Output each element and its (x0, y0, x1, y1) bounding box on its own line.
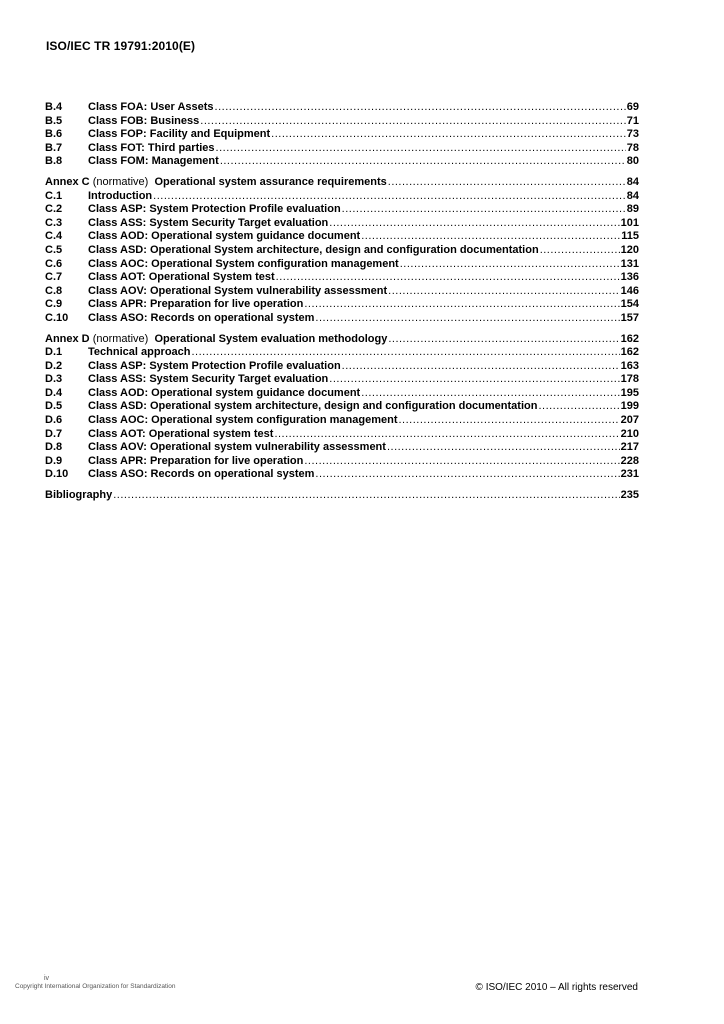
toc-group-d (45, 346, 639, 482)
annex-qualifier: (normative) (92, 175, 149, 188)
annex-name: Operational System evaluation methodology (154, 332, 388, 345)
toc-entry-title: Class AOC: Operational system configuration management (88, 414, 398, 427)
section-gap (45, 482, 639, 489)
annex-prefix: Annex C (45, 175, 90, 188)
annex-qualifier: (normative) (92, 332, 149, 345)
toc-entry-title: Class AOT: Operational System test (88, 271, 275, 284)
toc-leader-dots (216, 142, 626, 156)
annex-prefix: Annex D (45, 332, 90, 345)
toc-leader-dots (304, 298, 619, 312)
toc-entry-page: 115 (621, 230, 639, 243)
toc-entry-title: Class FOA: User Assets (88, 101, 214, 113)
toc-entry[interactable] (45, 414, 639, 428)
toc-entry-title: Class ASP: System Protection Profile evaluation (88, 203, 341, 216)
toc-entry-title: Class ASD: Operational System architecture, design and configuration documentation (88, 243, 539, 256)
toc-entry-page: 195 (620, 386, 639, 399)
toc-entry[interactable] (45, 217, 639, 231)
toc-entry-page: 78 (626, 141, 639, 154)
toc-leader-dots (315, 468, 619, 482)
toc-leader-dots (153, 190, 626, 204)
toc-entry[interactable] (45, 244, 639, 258)
toc-leader-dots (342, 203, 626, 217)
toc-entry-page: 157 (620, 311, 639, 324)
toc-entry[interactable] (45, 298, 639, 312)
toc-entry-title: Class FOP: Facility and Equipment (88, 128, 271, 141)
toc-entry-page: 73 (626, 128, 639, 141)
toc-entry[interactable] (45, 115, 639, 129)
toc-entry-title: Class AOD: Operational system guidance document (88, 230, 361, 243)
toc-entry-page: 131 (620, 257, 639, 270)
toc-entry[interactable] (45, 142, 639, 156)
toc-entry-title: Class ASP: System Protection Profile evaluation (88, 359, 341, 372)
toc-leader-dots (387, 441, 620, 455)
toc-leader-dots (315, 312, 619, 326)
annex-name: Operational system assurance requirements (154, 175, 387, 188)
toc-entry-number: C.6 (45, 257, 63, 270)
toc-entry-page: 217 (620, 441, 639, 454)
toc-entry-page: 178 (620, 373, 639, 386)
toc-leader-dots (342, 360, 620, 374)
toc-group-b (45, 101, 639, 169)
toc-entry-title: Class APR: Preparation for live operation (88, 298, 304, 311)
toc-entry-page: 146 (620, 284, 639, 297)
toc-entry-number: C.1 (45, 189, 63, 202)
toc-entry[interactable] (45, 101, 639, 115)
toc-entry[interactable] (45, 455, 639, 469)
toc-entry-number: C.2 (45, 203, 63, 216)
toc-entry-page: 136 (620, 271, 639, 284)
toc-entry-title: Class FOT: Third parties (88, 141, 215, 154)
toc-entry-page: 154 (620, 298, 639, 311)
toc-entry-title: Class ASO: Records on operational system (88, 311, 315, 324)
toc-entry[interactable] (45, 258, 639, 272)
toc-entry-title: Class AOV: Operational system vulnerability assessment (88, 441, 386, 454)
toc-entry-page: 231 (620, 468, 639, 481)
toc-annex-d-heading[interactable] (45, 333, 639, 347)
toc-entry-page: 71 (626, 114, 639, 127)
toc-entry[interactable] (45, 230, 639, 244)
toc-entry-number: D.7 (45, 427, 63, 440)
toc-entry-number: B.8 (45, 155, 63, 168)
toc-entry[interactable] (45, 128, 639, 142)
toc-entry-page: 207 (620, 414, 639, 427)
toc-entry-page: 80 (626, 155, 639, 168)
toc-entry-title: Introduction (88, 189, 153, 202)
toc-entry[interactable] (45, 285, 639, 299)
toc-leader-dots (388, 333, 619, 347)
toc-leader-dots (540, 244, 620, 258)
toc-leader-dots (220, 155, 626, 169)
toc-entry-title: Class FOB: Business (88, 114, 200, 127)
toc-entry-number: C.5 (45, 243, 63, 256)
toc-entry-title: Class APR: Preparation for live operation (88, 454, 304, 467)
toc-entry-number: D.8 (45, 441, 63, 454)
toc-leader-dots (538, 400, 619, 414)
toc-leader-dots (215, 101, 626, 115)
toc-entry-number: B.5 (45, 114, 63, 127)
toc-entry-number: C.7 (45, 271, 63, 284)
toc-entry-title: Class ASD: Operational system architecture, design and configuration documentation (88, 400, 538, 413)
toc-entry-number: D.4 (45, 386, 63, 399)
footer-copyright-notice (15, 975, 176, 990)
toc-entry-number: D.3 (45, 373, 63, 386)
toc-entry-page: 235 (620, 489, 639, 502)
toc-leader-dots (304, 455, 619, 469)
toc-entry[interactable] (45, 468, 639, 482)
toc-leader-dots (113, 489, 619, 503)
toc-entry-title: Class FOM: Management (88, 155, 219, 168)
toc-entry-number: C.9 (45, 298, 63, 311)
toc-entry-title: Technical approach (88, 346, 191, 359)
toc-leader-dots (400, 258, 620, 272)
annex-title (45, 333, 387, 347)
toc-entry-number: C.4 (45, 230, 63, 243)
toc-entry[interactable] (45, 203, 639, 217)
toc-leader-dots (399, 414, 620, 428)
footer-copyright-left: Copyright International Organization for Standardization (15, 983, 176, 990)
toc-entry[interactable] (45, 155, 639, 169)
toc-entry-page: 162 (620, 346, 639, 359)
toc-entry-title: Class ASS: System Security Target evaluation (88, 373, 329, 386)
toc-entry-page: 162 (620, 332, 639, 345)
toc-entry-number: B.7 (45, 141, 63, 154)
toc-entry-title: Bibliography (45, 489, 113, 502)
toc-entry-page: 69 (626, 101, 639, 113)
toc-entry[interactable] (45, 271, 639, 285)
table-of-contents (45, 101, 639, 503)
toc-entry-title: Class AOV: Operational System vulnerability assessment (88, 284, 388, 297)
toc-entry-number: D.6 (45, 414, 63, 427)
toc-entry-page: 163 (620, 359, 639, 372)
toc-leader-dots (192, 346, 620, 360)
toc-entry-number: D.10 (45, 468, 69, 481)
toc-entry[interactable] (45, 373, 639, 387)
toc-leader-dots (361, 230, 620, 244)
toc-leader-dots (274, 428, 619, 442)
annex-title (45, 176, 387, 190)
toc-entry[interactable] (45, 360, 639, 374)
toc-entry-number: D.9 (45, 454, 63, 467)
toc-entry-title: Class AOT: Operational system test (88, 427, 274, 440)
toc-leader-dots (388, 285, 619, 299)
toc-entry-number: B.4 (45, 101, 63, 113)
toc-leader-dots (388, 176, 626, 190)
toc-entry-number: D.5 (45, 400, 63, 413)
toc-entry[interactable] (45, 428, 639, 442)
toc-group-c (45, 190, 639, 326)
toc-leader-dots (200, 115, 625, 129)
toc-entry-page: 84 (626, 189, 639, 202)
toc-entry-page: 228 (620, 454, 639, 467)
footer-copyright-right: © ISO/IEC 2010 – All rights reserved (475, 982, 638, 993)
toc-entry-title: Class ASS: System Security Target evaluation (88, 216, 329, 229)
toc-annex-c-heading[interactable] (45, 176, 639, 190)
toc-entry-page: 89 (626, 203, 639, 216)
toc-entry[interactable] (45, 312, 639, 326)
footer-page-number: iv (44, 975, 50, 982)
section-gap (45, 169, 639, 176)
toc-leader-dots (276, 271, 620, 285)
toc-entry-title: Class AOD: Operational system guidance document (88, 386, 361, 399)
toc-entry-title: Class AOC: Operational System configuration management (88, 257, 399, 270)
toc-entry-page: 101 (620, 216, 639, 229)
document-header: ISO/IEC TR 19791:2010(E) (46, 39, 196, 53)
toc-leader-dots (361, 387, 619, 401)
toc-bibliography[interactable] (45, 489, 639, 503)
toc-entry-number: C.8 (45, 284, 63, 297)
toc-entry[interactable] (45, 441, 639, 455)
toc-entry-page: 210 (620, 427, 639, 440)
toc-entry[interactable] (45, 346, 639, 360)
toc-leader-dots (329, 217, 619, 231)
toc-entry[interactable] (45, 190, 639, 204)
toc-entry-title: Class ASO: Records on operational system (88, 468, 315, 481)
toc-leader-dots (271, 128, 626, 142)
toc-entry-number: D.1 (45, 346, 63, 359)
section-gap (45, 326, 639, 333)
toc-entry[interactable] (45, 400, 639, 414)
toc-entry-page: 199 (620, 400, 639, 413)
toc-entry-number: C.10 (45, 311, 69, 324)
toc-entry-number: D.2 (45, 359, 63, 372)
toc-entry-page: 120 (620, 243, 639, 256)
toc-entry-number: B.6 (45, 128, 63, 141)
toc-entry-number: C.3 (45, 216, 63, 229)
toc-entry[interactable] (45, 387, 639, 401)
toc-leader-dots (329, 373, 619, 387)
toc-entry-page: 84 (626, 175, 639, 188)
